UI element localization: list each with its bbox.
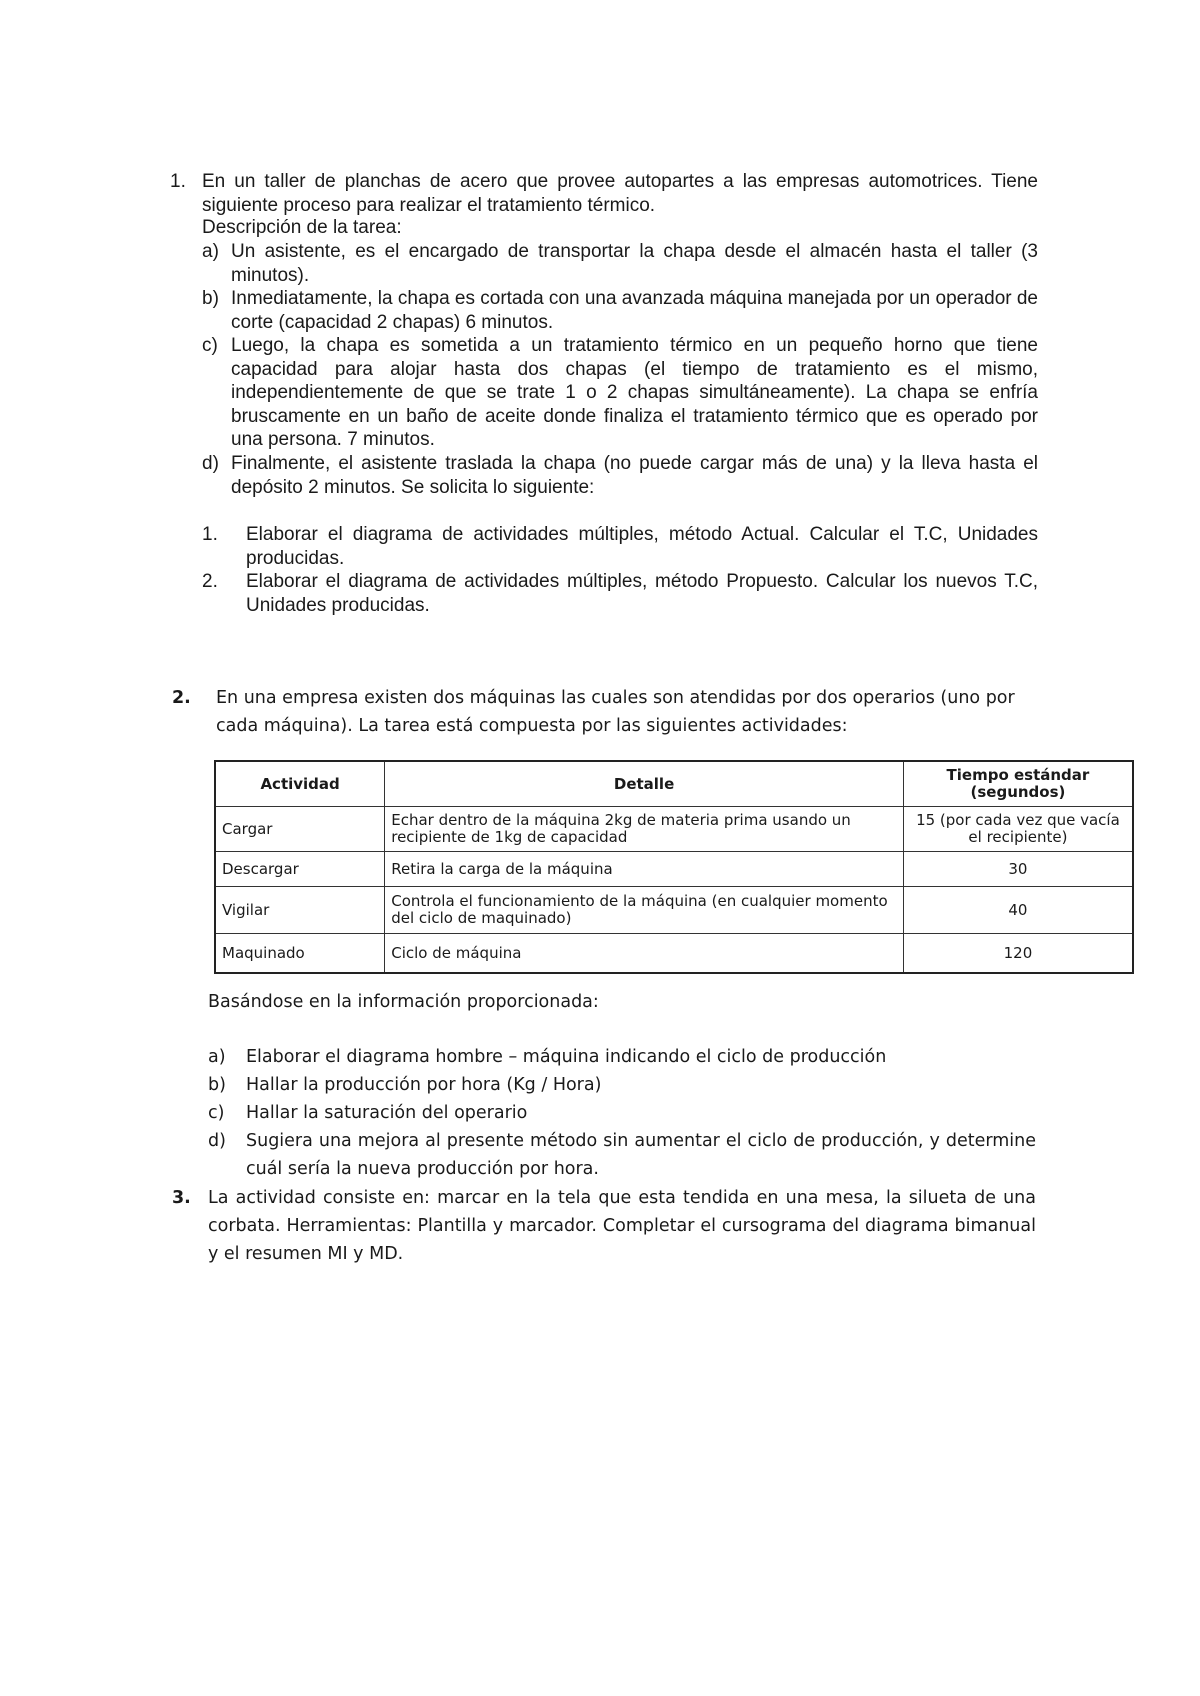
task-text: Un asistente, es el encargado de transportar la chapa desde el almacén hasta el taller (3 minutos). — [231, 241, 1038, 286]
request-label: 1. — [202, 524, 218, 545]
task-label: a) — [208, 1047, 226, 1067]
problem-3-number: 3. — [172, 1188, 191, 1208]
activities-table — [214, 760, 1134, 974]
task-text: Hallar la saturación del operario — [246, 1103, 528, 1123]
cell-actividad: Maquinado — [215, 934, 385, 974]
header-actividad: Actividad — [215, 761, 385, 807]
problem-1-number: 1. — [170, 171, 186, 192]
cell-detalle: Retira la carga de la máquina — [385, 852, 904, 887]
task-label: a) — [202, 241, 219, 262]
task-label: c) — [208, 1103, 225, 1123]
problem-1-intro: En un taller de planchas de acero que provee autopartes a las empresas automotrices. Tiene siguiente proceso para realizar el tratamiento térmico. — [202, 171, 1038, 216]
request-text: Elaborar el diagrama de actividades múltiples, método Actual. Calcular el T.C, Unidades producidas. — [246, 524, 1038, 569]
header-detalle: Detalle — [385, 761, 904, 807]
cell-detalle: Controla el funcionamiento de la máquina (en cualquier momento del ciclo de maquinado) — [385, 887, 904, 934]
problem-2-intro: En una empresa existen dos máquinas las cuales son atendidas por dos operarios (uno por cada máquina). La tarea está compuesta por las siguientes actividades: — [216, 688, 1015, 736]
table-header-row — [215, 761, 1133, 807]
table-row — [215, 934, 1133, 974]
cell-detalle: Ciclo de máquina — [385, 934, 904, 974]
task-label: d) — [208, 1131, 226, 1151]
cell-detalle: Echar dentro de la máquina 2kg de materia prima usando un recipiente de 1kg de capacidad — [385, 807, 904, 852]
cell-tiempo: 40 — [903, 887, 1133, 934]
task-label: b) — [208, 1075, 226, 1095]
task-text: Finalmente, el asistente traslada la chapa (no puede cargar más de una) y la lleva hasta el depósito 2 minutos. Se solicita lo siguiente: — [231, 453, 1038, 498]
task-text: Sugiera una mejora al presente método sin aumentar el ciclo de producción, y determine cuál sería la nueva producción por hora. — [246, 1131, 1036, 1179]
task-text: Elaborar el diagrama hombre – máquina indicando el ciclo de producción — [246, 1047, 887, 1067]
problem-2-based-on: Basándose en la información proporcionada: — [208, 992, 599, 1012]
cell-actividad: Descargar — [215, 852, 385, 887]
table-row — [215, 807, 1133, 852]
problem-1-description-label: Descripción de la tarea: — [202, 217, 402, 238]
task-label: c) — [202, 335, 218, 356]
header-tiempo: Tiempo estándar (segundos) — [903, 761, 1133, 807]
problem-3-text: La actividad consiste en: marcar en la tela que esta tendida en una mesa, la silueta de una corbata. Herramientas: Plantilla y marcador. Completar el cursograma del diagrama bimanual y el resumen MI y MD. — [208, 1188, 1036, 1264]
task-text: Luego, la chapa es sometida a un tratamiento térmico en un pequeño horno que tiene capacidad para alojar hasta dos chapas (el tiempo de tratamiento es el mismo, independientemente de que se trate 1 o 2 chapas simultáneamente). La chapa se enfría bruscamente en un baño de aceite donde finaliza el tratamiento térmico que es operado por una persona. 7 minutos. — [231, 335, 1038, 450]
request-text: Elaborar el diagrama de actividades múltiples, método Propuesto. Calcular los nuevos T.C, Unidades producidas. — [246, 571, 1038, 616]
table-row — [215, 887, 1133, 934]
task-text: Inmediatamente, la chapa es cortada con una avanzada máquina manejada por un operador de corte (capacidad 2 chapas) 6 minutos. — [231, 288, 1038, 333]
task-text: Hallar la producción por hora (Kg / Hora) — [246, 1075, 602, 1095]
problem-2-number: 2. — [172, 688, 191, 708]
cell-actividad: Cargar — [215, 807, 385, 852]
cell-actividad: Vigilar — [215, 887, 385, 934]
request-label: 2. — [202, 571, 218, 592]
table-row — [215, 852, 1133, 887]
cell-tiempo: 120 — [903, 934, 1133, 974]
cell-tiempo: 30 — [903, 852, 1133, 887]
cell-tiempo: 15 (por cada vez que vacía el recipiente) — [903, 807, 1133, 852]
task-label: d) — [202, 453, 219, 474]
task-label: b) — [202, 288, 219, 309]
